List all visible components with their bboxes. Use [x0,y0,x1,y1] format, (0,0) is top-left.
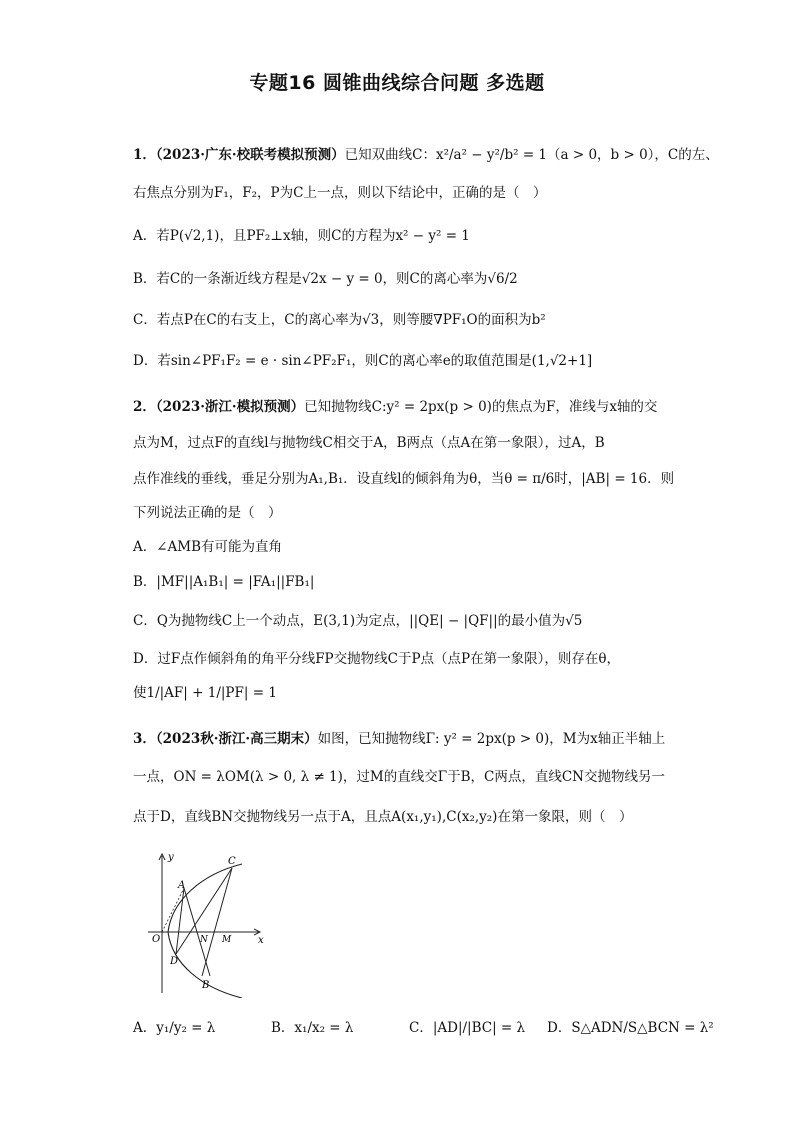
q2-source: （2023·浙江·模拟预测） [155,399,305,415]
q2-number: 2． [133,399,156,415]
parabola-figure [142,848,268,998]
fig-label-y: y [168,852,174,863]
q1-number: 1． [133,147,156,163]
q3-stem-line-2: 一点，ON = λOM(λ > 0, λ ≠ 1)，过M的直线交Γ于B，C两点，直线CN交抛物线另一 [133,769,665,785]
q1-source: （2023·广东·校联考模拟预测） [155,147,345,163]
q2-option-a: A．∠AMB有可能为直角 [133,539,283,555]
line-oa [162,888,184,932]
line-bc [202,868,232,976]
q2-option-d-line-1: D．过F点作倾斜角的角平分线FP交抛物线C于P点（点P在第一象限），则存在θ， [133,651,621,667]
q2-option-d-line-2: 使1/|AF| + 1/|PF| = 1 [133,685,277,701]
q1-stem-line-1 [133,144,719,166]
q3-option-b: B．x₁/x₂ = λ [271,1020,354,1036]
q3-option-c: C．|AD|/|BC| = λ [409,1020,526,1036]
fig-label-n: N [200,935,208,945]
q2-stem-line-2: 点为M，过点F的直线l与抛物线C相交于A，B两点（点A在第一象限），过A，B [133,435,605,451]
q3-option-a: A．y₁/y₂ = λ [133,1020,216,1036]
q1-stem-line-2: 右焦点分别为F₁，F₂，P为C上一点，则以下结论中，正确的是（ ） [133,185,547,201]
q3-stem-line-3: 点于D，直线BN交抛物线另一点于A，且点A(x₁,y₁),C(x₂,y₂)在第一象限，则（ ） [133,809,633,825]
q2-option-b: B．|MF||A₁B₁| = |FA₁||FB₁| [133,574,315,590]
q1-option-d: D．若sin∠PF₁F₂ = e · sin∠PF₂F₁，则C的离心率e的取值范围是(1,√2+1] [133,353,593,369]
fig-label-c: C [228,856,236,867]
fig-label-b: B [202,980,210,991]
fig-label-x: x [258,935,264,946]
fig-label-a: A [178,880,186,891]
q3-options [133,1008,714,1048]
q2-option-c: C．Q为抛物线C上一个动点，E(3,1)为定点，||QE| − |QF||的最小值为√5 [133,613,583,629]
q1-option-b: B．若C的一条渐近线方程是√2x − y = 0，则C的离心率为√6/2 [133,271,518,287]
fig-label-d: D [170,956,179,967]
q3-stem-line-1 [133,728,673,750]
q1-option-c: C．若点P在C的右支上，C的离心率为√3，则等腰∇PF₁O的面积为b² [133,312,546,328]
fig-label-o: O [152,934,161,945]
q2-stem-line-3: 点作准线的垂线，垂足分别为A₁,B₁．设直线l的倾斜角为θ，当θ = π/6时，|AB| = 16．则 [133,471,675,487]
q2-stem-line-4: 下列说法正确的是（ ） [133,505,282,521]
q2-stem-text-1: 已知抛物线C:y² = 2px(p > 0)的焦点为F，准线与x轴的交 [304,399,658,415]
q3-source: （2023秋·浙江·高三期末） [155,731,318,747]
q3-number: 3． [133,731,156,747]
q1-stem-text-1: 已知双曲线C：x²/a² − y²/b² = 1（a > 0，b > 0），C的左、 [344,147,719,163]
fig-label-m: M [222,935,232,945]
q1-option-a: A．若P(√2,1)，且PF₂⊥x轴，则C的方程为x² − y² = 1 [133,228,470,244]
page-title: 专题16 圆锥曲线综合问题 多选题 [249,72,545,94]
q3-stem-text-1: 如图，已知抛物线Γ: y² = 2px(p > 0)，M为x轴正半轴上 [317,731,666,747]
q3-option-d: D．S△ADN/S△BCN = λ² [547,1020,714,1036]
q2-stem-line-1 [133,396,673,418]
